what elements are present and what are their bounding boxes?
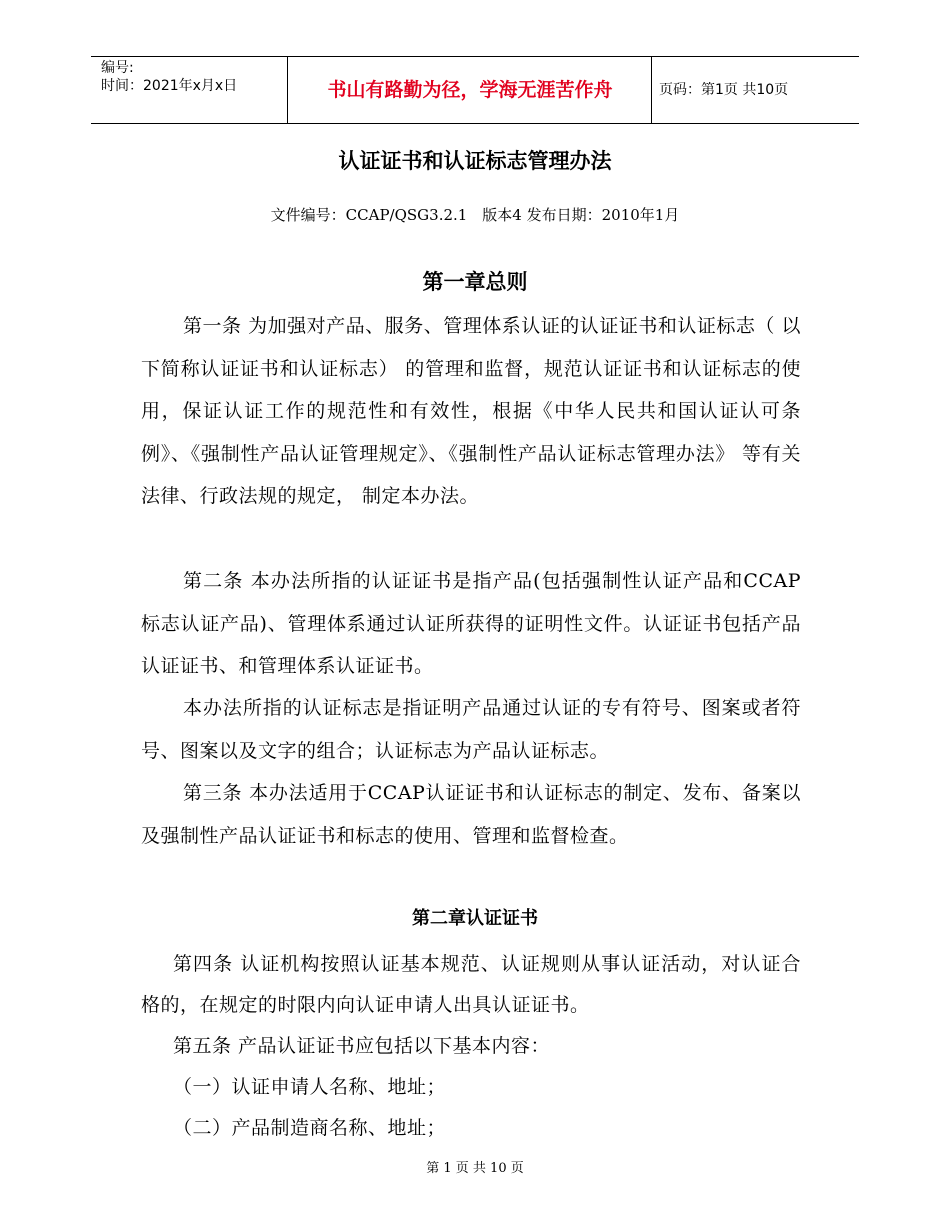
- article-2-continued: 本办法所指的认证标志是指证明产品通过认证的专有符号、图案或者符号、图案以及文字的组合；认证标志为产品认证标志。: [141, 697, 801, 762]
- header-time: 时间：2021年x月x日: [101, 78, 238, 94]
- article-4: 第四条 认证机构按照认证基本规范、认证规则从事认证活动，对认证合格的，在规定的时限内向认证申请人出具认证证书。: [141, 953, 801, 1016]
- article-5: 第五条 产品认证证书应包括以下基本内容：: [173, 1035, 551, 1057]
- header-divider: [287, 57, 288, 123]
- header-code-label: 编号:: [101, 60, 134, 76]
- header-divider: [651, 57, 652, 123]
- article-3: 第三条 本办法适用于CCAP认证证书和认证标志的制定、发布、备案以及强制性产品认证证书和标志的使用、管理和监督检查。: [141, 782, 801, 847]
- header-meta: [101, 59, 287, 95]
- header-motto: 书山有路勤为径，学海无涯苦作舟: [327, 79, 613, 101]
- article-2: 第二条 本办法所指的认证证书是指产品(包括强制性认证产品和CCAP标志认证产品)、管理体系通过认证所获得的证明性文件。认证证书包括产品认证证书、和管理体系认证证书。: [141, 570, 801, 677]
- chapter-2-heading: 第二章认证证书: [412, 908, 538, 929]
- page-footer: 第 1 页 共 10 页: [426, 1161, 524, 1176]
- document-title: 认证证书和认证标志管理办法: [338, 149, 612, 173]
- chapter-1-heading: 第一章总则: [422, 270, 528, 294]
- header-page-info: 页码：第1页 共10页: [659, 82, 789, 98]
- list-item: （一）认证申请人名称、地址；: [173, 1076, 447, 1098]
- document-info: 文件编号：CCAP/QSG3.2.1 版本4 发布日期：2010年1月: [270, 206, 680, 224]
- list-item: （二）产品制造商名称、地址；: [173, 1117, 447, 1139]
- page-header: [91, 56, 859, 124]
- article-1: 第一条 为加强对产品、服务、管理体系认证的认证证书和认证标志（ 以下简称认证证书和认证标志） 的管理和监督，规范认证证书和认证标志的使用，保证认证工作的规范性和有效性，根据《中华人民共和国认证认可条例》、《强制性产品认证管理规定》、《强制性产品认证标志管理办法》 等有关法律、行政法规的规定， 制定本办法。: [141, 315, 801, 507]
